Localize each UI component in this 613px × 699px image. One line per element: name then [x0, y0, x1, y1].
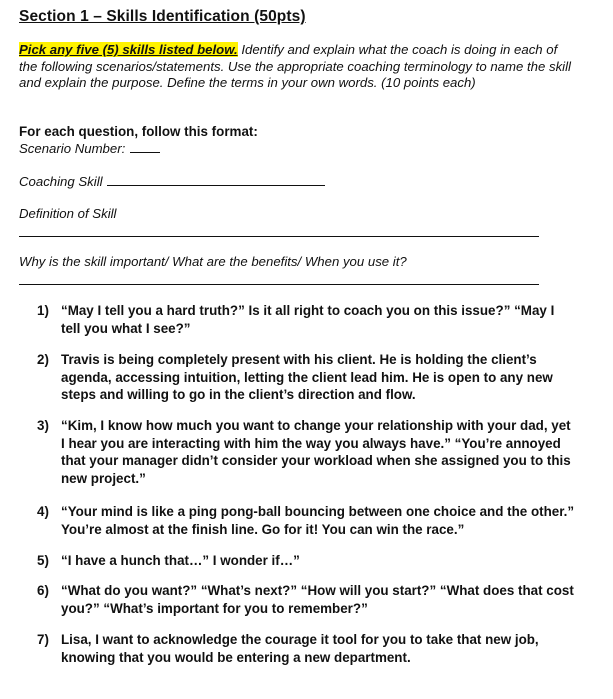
question-text: Lisa, I want to acknowledge the courage it tool for you to take that new job, knowing that you would be entering a new department. [61, 632, 539, 665]
coaching-skill-blank [107, 184, 325, 186]
question-item [37, 351, 577, 404]
coaching-skill-line [19, 174, 325, 189]
question-item [37, 302, 577, 337]
why-answer-rule [19, 284, 539, 285]
question-number: 4) [37, 504, 49, 519]
question-number: 2) [37, 352, 49, 367]
question-text: Travis is being completely present with his client. He is holding the client’s agenda, accessing intuition, letting the client lead him. He is open to any new steps and willing to go in the client’s direction and flow. [61, 352, 553, 402]
definition-answer-rule [19, 236, 539, 237]
question-text: “Kim, I know how much you want to change your relationship with your dad, yet I hear you are interacting with him the way you always have.” “You’re annoyed that your manager didn’t consider your workload when she assigned you to this new project.” [61, 418, 571, 486]
question-number: 3) [37, 418, 49, 433]
question-text: “I have a hunch that…” I wonder if…” [61, 553, 300, 568]
instructions-highlight: Pick any five (5) skills listed below. [19, 42, 238, 57]
question-text: “Your mind is like a ping pong-ball bouncing between one choice and the other.” You’re almost at the finish line. Go for it! You can win the race.” [61, 504, 575, 537]
question-number: 1) [37, 303, 49, 318]
question-text: “What do you want?” “What’s next?” “How will you start?” “What does that cost you?” “What’s important for you to remember?” [61, 583, 574, 616]
question-item [37, 503, 577, 538]
question-item [37, 582, 577, 617]
instructions-paragraph [19, 42, 579, 92]
scenario-number-line [19, 141, 160, 156]
definition-label: Definition of Skill [19, 206, 117, 221]
scenario-number-label: Scenario Number: [19, 141, 126, 156]
question-text: “May I tell you a hard truth?” Is it all right to coach you on this issue?” “May I tell you what I see?” [61, 303, 555, 336]
format-heading: For each question, follow this format: [19, 124, 258, 139]
question-item [37, 417, 577, 487]
question-item [37, 552, 577, 570]
instructions-text: Identify and explain what the coach is doing in each of the following scenarios/statements. Use the appropriate coaching terminology to name the skill and explain the purpose. Define the terms in your own words. (10 points each) [19, 42, 571, 90]
question-item [37, 631, 577, 666]
coaching-skill-label: Coaching Skill [19, 174, 103, 189]
question-number: 7) [37, 632, 49, 647]
why-label: Why is the skill important/ What are the benefits/ When you use it? [19, 254, 407, 269]
question-number: 6) [37, 583, 49, 598]
scenario-number-blank [130, 151, 160, 153]
section-title: Section 1 – Skills Identification (50pts) [19, 8, 306, 25]
question-number: 5) [37, 553, 49, 568]
